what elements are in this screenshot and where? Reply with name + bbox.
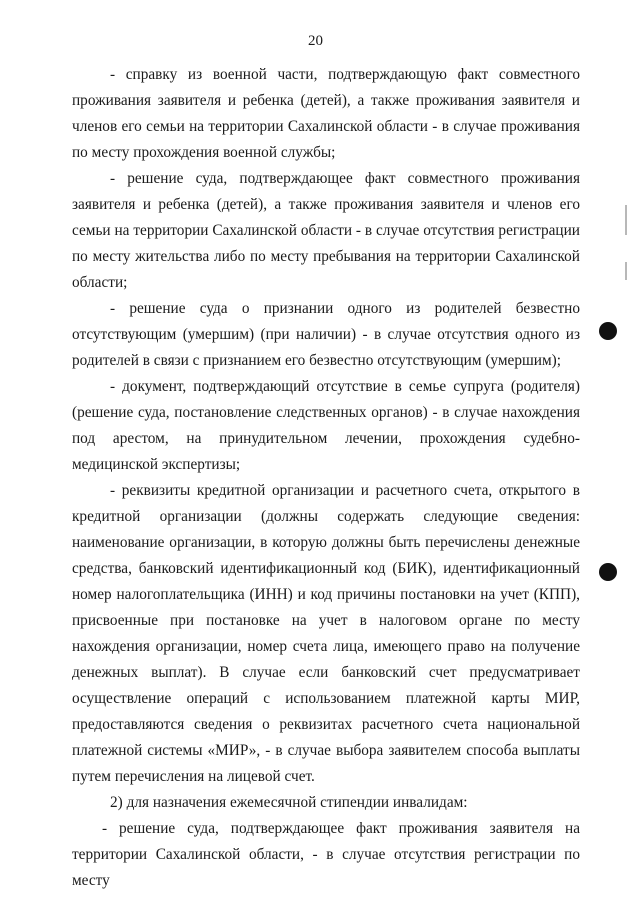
- paragraph-court-decision-missing-parent: - решение суда о признании одного из родителей безвестно отсутствующим (умершим) (при наличии) - в случае отсутствия одного из родителей в связи с признанием его безвестно отсутствующим (умершим);: [72, 300, 580, 369]
- scan-edge-mark: [625, 205, 627, 235]
- paragraph-military-certificate: - справку из военной части, подтверждающую факт совместного проживания заявителя и ребенка (детей), а также проживания заявителя и членов его семьи на территории Сахалинской области - в случае проживания по месту прохождения военной службы;: [72, 66, 580, 161]
- punch-hole-mark: [599, 563, 617, 581]
- paragraph-court-decision-territory: - решение суда, подтверждающее факт проживания заявителя на территории Сахалинской области, - в случае отсутствия регистрации по месту: [72, 820, 580, 889]
- scan-edge-mark: [625, 262, 627, 280]
- page-number: 20: [308, 33, 323, 49]
- punch-hole-mark: [599, 322, 617, 340]
- paragraph-court-decision-residence: - решение суда, подтверждающее факт совместного проживания заявителя и ребенка (детей), а также проживания заявителя и членов его семьи на территории Сахалинской области - в случае отсутствия регистрации по месту жительства либо по месту пребывания на территории Сахалинской области;: [72, 170, 580, 291]
- paragraph-bank-details: - реквизиты кредитной организации и расчетного счета, открытого в кредитной организации (должны содержать следующие сведения: наименование организации, в которую должны быть перечислены денежные средства, банковский идентификационный код (БИК), идентификационный номер налогоплательщика (ИНН) и код причины постановки на учет (КПП), присвоенные при постановке на учет в налоговом органе по месту нахождения организации, номер счета лица, имеющего право на получение денежных выплат). В случае если банковский счет предусматривает осуществление операций с использованием платежной карты МИР, предоставляются сведения о реквизитах расчетного счета национальной платежной системы «МИР», - в случае выбора заявителем способа выплаты путем перечисления на лицевой счет.: [72, 482, 580, 785]
- document-body: [72, 62, 580, 894]
- paragraph-spouse-absence-document: - документ, подтверждающий отсутствие в семье супруга (родителя) (решение суда, постановление следственных органов) - в случае нахождения под арестом, на принудительном лечении, прохождения судебно-медицинской экспертизы;: [72, 378, 580, 473]
- paragraph-disability-stipend-heading: 2) для назначения ежемесячной стипендии инвалидам:: [110, 794, 468, 811]
